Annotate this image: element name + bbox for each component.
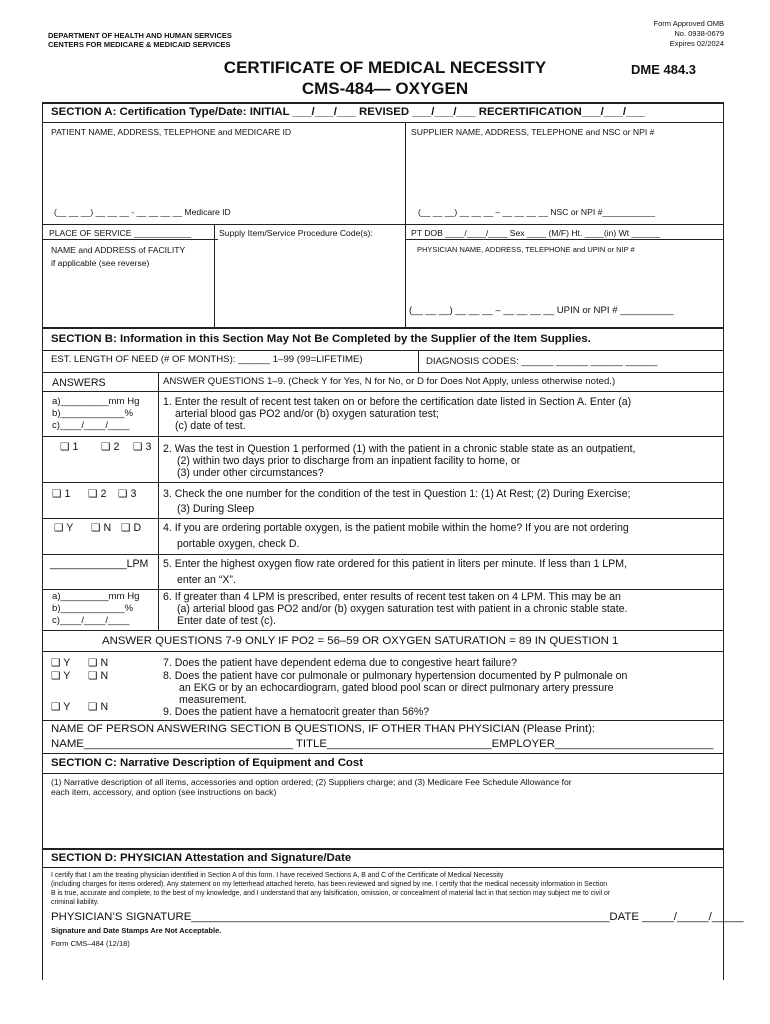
facility-note: if applicable (see reverse): [51, 258, 150, 268]
q3-checkbox-3[interactable]: ❑ 3: [118, 488, 137, 500]
rule: [42, 482, 724, 483]
rule: [42, 773, 724, 774]
section-c-instructions: (1) Narrative description of all items, accessories and option ordered; (2) Suppliers charge; and (3) Medicare Fee Schedule Allowance for: [51, 777, 572, 787]
q7-checkbox-yes[interactable]: ❑ Y: [51, 657, 71, 669]
omb-number: No. 0938-0679: [674, 29, 724, 38]
patient-dob-field[interactable]: PT DOB ____/____/____ Sex ____ (M/F) Ht. ____(in) Wt ______: [411, 228, 661, 238]
narrative-description-field[interactable]: [46, 799, 720, 845]
q1-text: 1. Enter the result of recent test taken on or before the certification date listed in Section A. Enter (a): [163, 396, 632, 408]
supplier-info-field[interactable]: [408, 140, 720, 202]
omb-approval: Form Approved OMB: [653, 19, 724, 28]
questions-header: ANSWER QUESTIONS 1–9. (Check Y for Yes, N for No, or D for Does Not Apply, unless otherwise noted.): [163, 376, 616, 387]
patient-label: PATIENT NAME, ADDRESS, TELEPHONE and MEDICARE ID: [51, 127, 292, 137]
patient-info-field[interactable]: [46, 140, 402, 202]
q5-text: enter an “X”.: [177, 574, 236, 586]
rule: [42, 239, 218, 240]
physician-label: PHYSICIAN NAME, ADDRESS, TELEPHONE and UPIN or NIP #: [417, 245, 635, 254]
rule: [42, 589, 724, 590]
q4-checkbox-no[interactable]: ❑ N: [91, 522, 112, 534]
q6-text: (a) arterial blood gas PO2 and/or (b) oxygen saturation test with patient in a chronic stable state.: [177, 603, 628, 615]
rule: [42, 518, 724, 519]
q8-text: measurement.: [179, 694, 247, 706]
supplier-label: SUPPLIER NAME, ADDRESS, TELEPHONE and NSC or NPI #: [411, 127, 655, 137]
q9-checkbox-no[interactable]: ❑ N: [88, 701, 109, 713]
rule: [42, 122, 724, 123]
q7-checkbox-no[interactable]: ❑ N: [88, 657, 109, 669]
q1-text: arterial blood gas PO2 and/or (b) oxygen saturation test;: [175, 408, 439, 420]
divider: [405, 122, 406, 224]
rule: [42, 720, 724, 721]
physician-signature-field[interactable]: PHYSICIAN’S SIGNATURE__________________________________________________________________DATE _____/_____/_____: [51, 911, 744, 923]
q2-text: 2. Was the test in Question 1 performed (1) with the patient in a chronic stable state as an outpatient,: [163, 443, 636, 455]
attestation-text: (including charges for items ordered). Any statement on my letterhead attached hereto, has been reviewed and signed by me. I certify that the medical necessity information in Section: [51, 881, 608, 888]
q5-lpm-field[interactable]: _____________LPM: [50, 558, 149, 570]
q1-answer-b[interactable]: b)____________%: [52, 408, 134, 419]
rule: [42, 554, 724, 555]
rule: [42, 753, 724, 754]
q7-9-header: ANSWER QUESTIONS 7-9 ONLY IF PO2 = 56–59 OR OXYGEN SATURATION = 89 IN QUESTION 1: [102, 635, 619, 647]
q6-text: 6. If greater than 4 LPM is prescribed, enter results of recent test taken on 4 LPM. This may be an: [163, 591, 621, 603]
facility-label: NAME and ADDRESS of FACILITY: [51, 245, 186, 255]
section-b-title: SECTION B: Information in this Section May Not Be Completed by the Supplier of the Item Supplies.: [51, 333, 591, 345]
department-line: DEPARTMENT OF HEALTH AND HUMAN SERVICES: [48, 31, 232, 40]
q6-text: Enter date of test (c).: [177, 615, 276, 627]
rule: [42, 630, 724, 631]
rule: [42, 350, 724, 351]
rule: [42, 391, 724, 392]
divider: [158, 372, 159, 630]
answers-header: ANSWERS: [52, 377, 106, 389]
q1-text: (c) date of test.: [175, 420, 246, 432]
omb-expiry: Expires 02/2024: [669, 39, 724, 48]
attestation-text: B is true, accurate and complete, to the best of my knowledge, and I understand that any falsification, omission, or concealment of material fact in that section may subject me to civil or: [51, 890, 611, 897]
centers-line: CENTERS FOR MEDICARE & MEDICAID SERVICES: [48, 40, 231, 49]
q3-checkbox-1[interactable]: ❑ 1: [52, 488, 71, 500]
q2-text: (3) under other circumstances?: [177, 467, 324, 479]
q2-text: (2) within two days prior to discharge from an inpatient facility to home, or: [177, 455, 521, 467]
q4-checkbox-na[interactable]: ❑ D: [121, 522, 142, 534]
supplier-phone-field[interactable]: (__ __ __) __ __ __ – __ __ __ __ NSC or NPI #___________: [418, 207, 655, 217]
top-rule: [42, 102, 724, 104]
rule: [42, 848, 724, 850]
q2-checkbox-3[interactable]: ❑ 3: [133, 441, 152, 453]
rule: [42, 224, 724, 225]
attestation-text: I certify that I am the treating physician identified in Section A of this form. I have received Sections A, B and C of the Certificate of Medical Necessity: [51, 872, 504, 879]
q4-text: 4. If you are ordering portable oxygen, is the patient mobile within the home? If you are not ordering: [163, 522, 629, 534]
q3-text: (3) During Sleep: [177, 503, 255, 515]
q8-checkbox-yes[interactable]: ❑ Y: [51, 670, 71, 682]
q3-text: 3. Check the one number for the condition of the test in Question 1: (1) At Rest; (2) During Exercise;: [163, 488, 631, 500]
q3-checkbox-2[interactable]: ❑ 2: [88, 488, 107, 500]
q4-text: portable oxygen, check D.: [177, 538, 300, 550]
section-c-title: SECTION C: Narrative Description of Equipment and Cost: [51, 757, 364, 769]
q1-answer-c[interactable]: c)____/____/____: [52, 420, 130, 431]
q8-checkbox-no[interactable]: ❑ N: [88, 670, 109, 682]
q2-checkbox-2[interactable]: ❑ 2: [101, 441, 120, 453]
rule: [405, 239, 724, 240]
form-number: Form CMS–484 (12/18): [51, 939, 130, 948]
rule: [42, 651, 724, 652]
person-answering-fields[interactable]: NAME_________________________________ TITLE__________________________EMPLOYER_________________________: [51, 738, 714, 750]
form-title: CERTIFICATE OF MEDICAL NECESSITY: [223, 58, 547, 77]
signature-note: Signature and Date Stamps Are Not Acceptable.: [51, 926, 222, 935]
q8-text: an EKG or by an echocardiogram, gated blood pool scan or direct pulmonary artery pressure: [179, 682, 614, 694]
q8-text: 8. Does the patient have cor pulmonale or pulmonary hypertension documented by P pulmonale on: [163, 670, 628, 682]
q1-answer-a[interactable]: a)_________mm Hg: [52, 396, 140, 407]
q7-text: 7. Does the patient have dependent edema due to congestive heart failure?: [163, 657, 517, 669]
rule: [42, 867, 724, 868]
section-d-title: SECTION D: PHYSICIAN Attestation and Signature/Date: [51, 852, 352, 864]
length-of-need-field[interactable]: EST. LENGTH OF NEED (# OF MONTHS): ______ 1–99 (99=LIFETIME): [51, 354, 363, 365]
q9-checkbox-yes[interactable]: ❑ Y: [51, 701, 71, 713]
attestation-text: criminal liability.: [51, 899, 99, 906]
person-answering-label: NAME OF PERSON ANSWERING SECTION B QUESTIONS, IF OTHER THAN PHYSICIAN (Please Print):: [51, 723, 596, 735]
divider: [418, 350, 419, 372]
rule: [42, 436, 724, 437]
q6-answer-b[interactable]: b)____________%: [52, 603, 134, 614]
q6-answer-a[interactable]: a)_________mm Hg: [52, 591, 140, 602]
rule: [42, 372, 724, 373]
q2-checkbox-1[interactable]: ❑ 1: [60, 441, 79, 453]
form-subtitle: CMS-484— OXYGEN: [301, 79, 469, 98]
q4-checkbox-yes[interactable]: ❑ Y: [54, 522, 74, 534]
patient-phone-field[interactable]: (__ __ __) __ __ __ - __ __ __ __ Medicare ID: [54, 207, 231, 217]
section-c-instructions: each item, accessory, and option (see instructions on back): [51, 787, 277, 797]
q9-text: 9. Does the patient have a hematocrit greater than 56%?: [163, 706, 430, 718]
supply-codes-label: Supply Item/Service Procedure Code(s):: [219, 228, 373, 238]
q5-text: 5. Enter the highest oxygen flow rate ordered for this patient in liters per minute. If less than 1 LPM,: [163, 558, 628, 570]
place-of-service-field[interactable]: PLACE OF SERVICE ____________: [49, 228, 192, 238]
section-a-title: SECTION A: Certification Type/Date: INITIAL ___/___/___ REVISED ___/___/___ RECERTIFICATION___/___/___: [51, 106, 646, 118]
diagnosis-codes-field[interactable]: DIAGNOSIS CODES: ______ ______ ______ ______: [426, 356, 658, 367]
physician-phone-field[interactable]: (__ __ __) __ __ __ – __ __ __ __ UPIN or NPI # __________: [409, 305, 674, 316]
form-code: DME 484.3: [631, 62, 697, 77]
q6-answer-c[interactable]: c)____/____/____: [52, 615, 130, 626]
rule: [42, 327, 724, 329]
